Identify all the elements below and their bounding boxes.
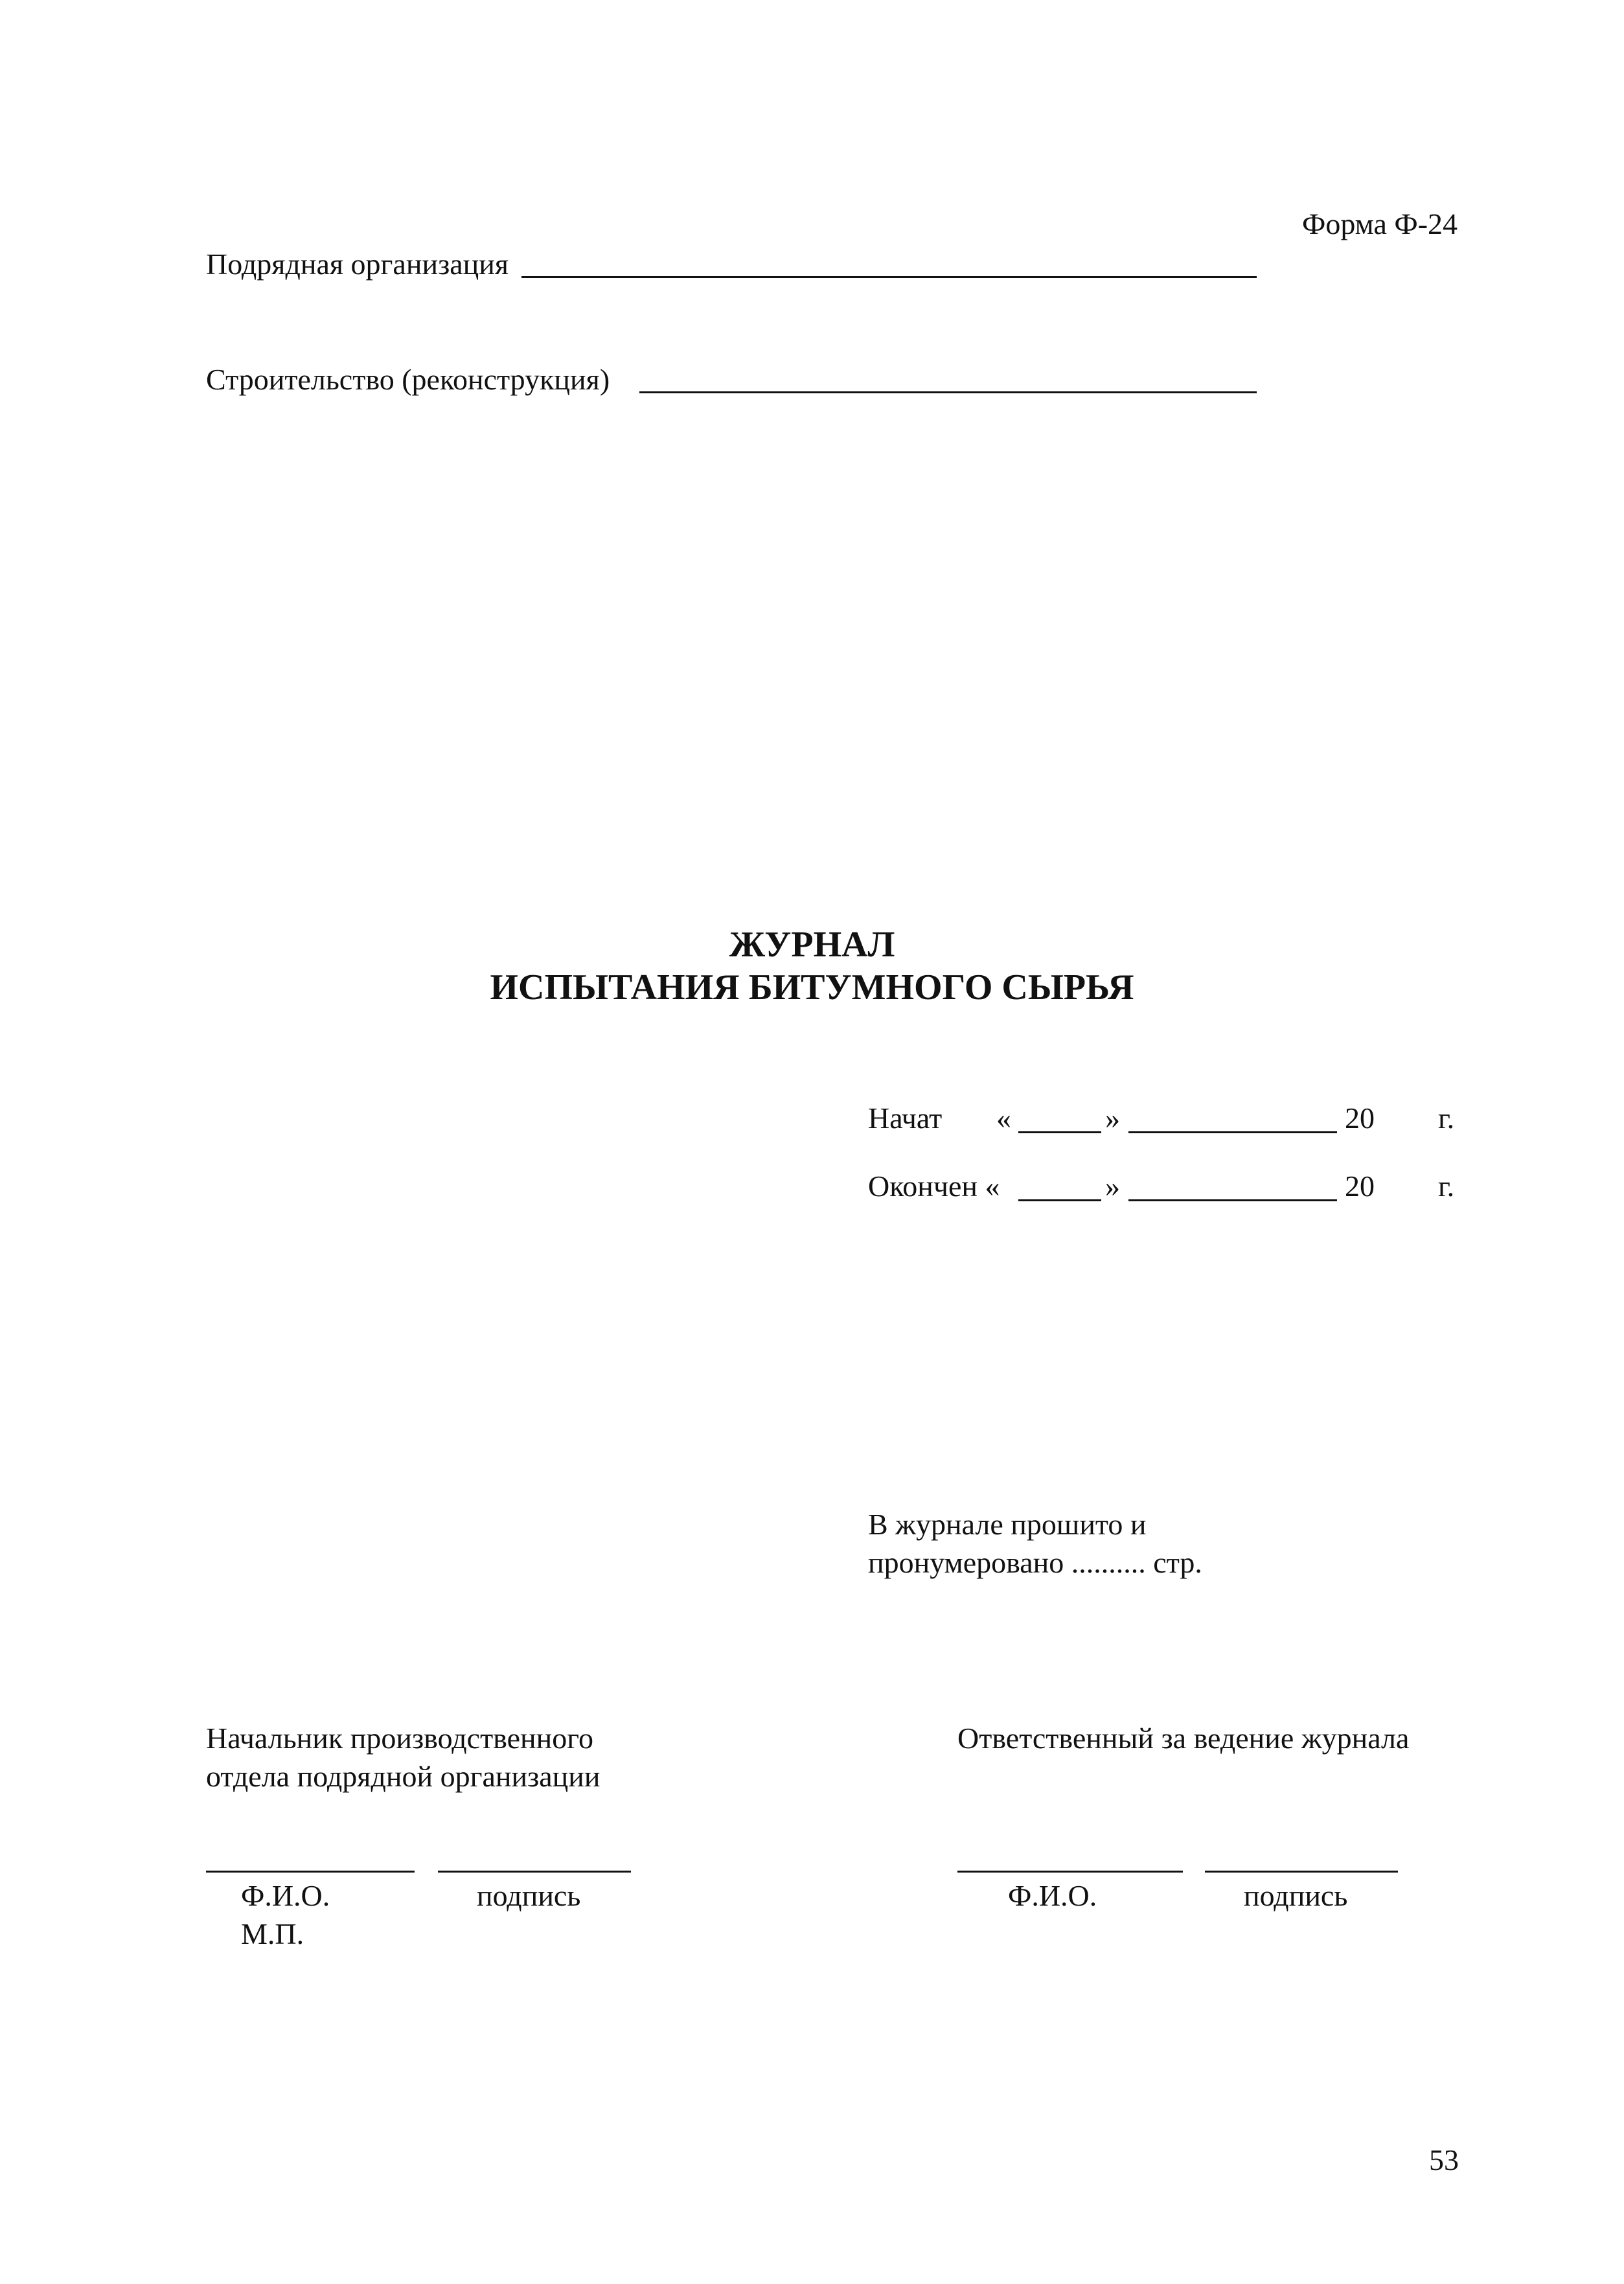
- finished-year-suffix: г.: [1438, 1170, 1455, 1203]
- pages-note-line-1: В журнале прошито и: [868, 1508, 1147, 1541]
- page-number: 53: [1429, 2143, 1459, 2176]
- finished-month-field[interactable]: [1128, 1199, 1337, 1201]
- left-signer-title-line-1: Начальник производственного: [206, 1722, 593, 1755]
- left-signature-caption: подпись: [477, 1879, 581, 1912]
- finished-day-field[interactable]: [1018, 1199, 1101, 1201]
- pages-note-line-2: пронумеровано .......... стр.: [868, 1546, 1202, 1579]
- left-name-caption: Ф.И.О.: [241, 1879, 330, 1912]
- started-open-quote: «: [996, 1102, 1011, 1135]
- right-name-field[interactable]: [957, 1871, 1183, 1873]
- stamp-caption: М.П.: [241, 1917, 304, 1950]
- finished-year-prefix: 20: [1345, 1170, 1375, 1203]
- started-month-field[interactable]: [1128, 1131, 1337, 1133]
- title-line-1: ЖУРНАЛ: [729, 925, 895, 965]
- started-day-field[interactable]: [1018, 1131, 1101, 1133]
- document-title: [0, 923, 1624, 1009]
- right-name-caption: Ф.И.О.: [1008, 1879, 1097, 1912]
- form-number: Форма Ф-24: [1302, 207, 1458, 240]
- started-close-quote: »: [1105, 1102, 1120, 1135]
- left-signature-field[interactable]: [438, 1871, 631, 1873]
- construction-field[interactable]: [639, 391, 1257, 393]
- right-signature-field[interactable]: [1205, 1871, 1398, 1873]
- title-line-2: ИСПЫТАНИЯ БИТУМНОГО СЫРЬЯ: [490, 967, 1134, 1008]
- started-year-prefix: 20: [1345, 1102, 1375, 1135]
- finished-label: Окончен «: [868, 1170, 1000, 1203]
- started-label: Начат: [868, 1102, 943, 1135]
- contractor-label: Подрядная организация: [206, 248, 509, 281]
- started-year-suffix: г.: [1438, 1102, 1455, 1135]
- left-signer-title-line-2: отдела подрядной организации: [206, 1760, 600, 1793]
- left-name-field[interactable]: [206, 1871, 415, 1873]
- construction-label: Строительство (реконструкция): [206, 363, 610, 396]
- right-signer-title: Ответственный за ведение журнала: [957, 1722, 1410, 1755]
- finished-close-quote: »: [1105, 1170, 1120, 1203]
- contractor-field[interactable]: [521, 276, 1257, 278]
- right-signature-caption: подпись: [1244, 1879, 1348, 1912]
